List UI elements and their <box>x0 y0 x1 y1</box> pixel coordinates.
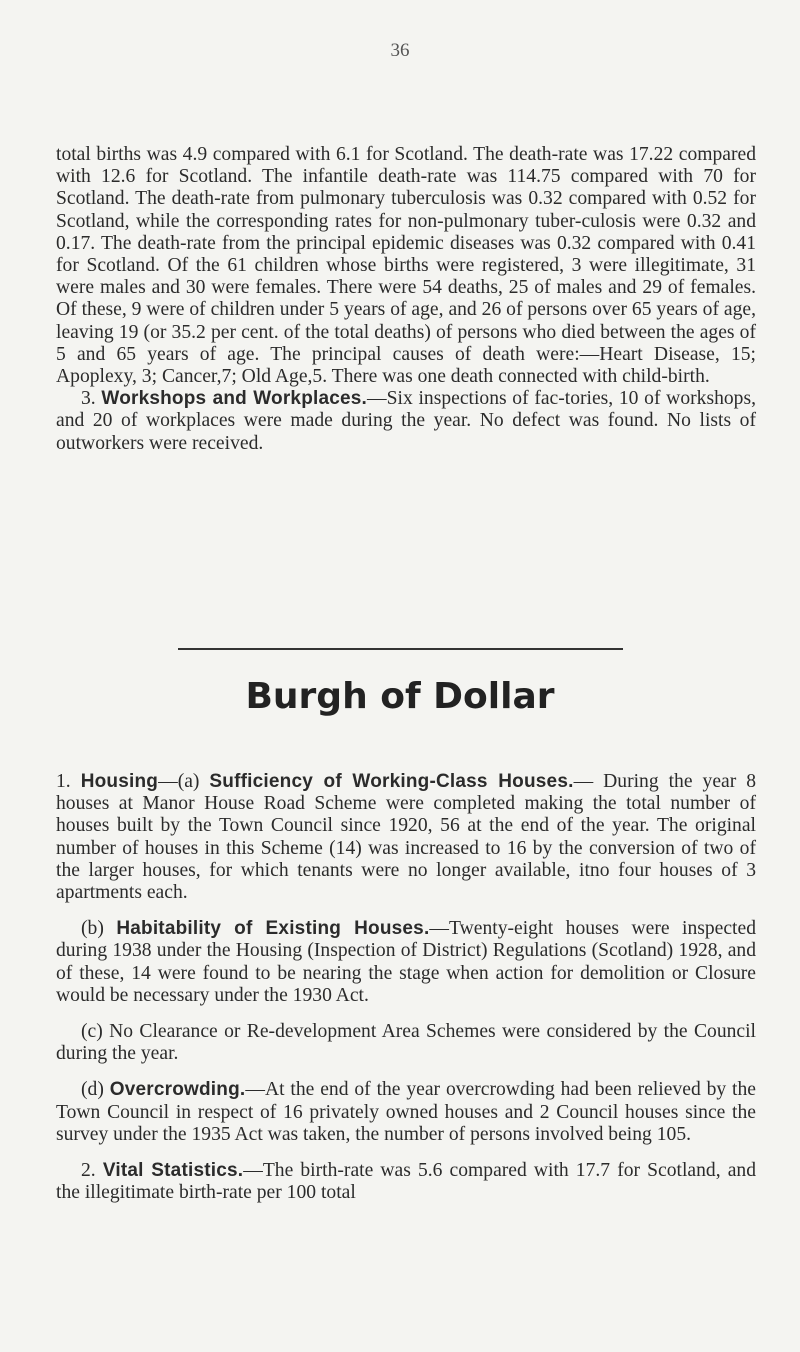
workshops-text: —Six inspections of fac-tories, 10 of workshops, and 20 of workplaces were made during the year. No defect was found. No lists of outworkers were received. <box>56 388 756 454</box>
page-number: 36 <box>390 40 410 61</box>
overcrowding-marker: (d) <box>81 1079 104 1101</box>
habitability-heading: Habitability of Existing Houses. <box>116 918 430 940</box>
continued-text-block <box>56 144 756 455</box>
section-divider <box>178 648 623 650</box>
housing-sub-marker: —(a) <box>158 771 200 792</box>
vital-statistics-paragraph: total births was 4.9 compared with 6.1 for Scotland. The death-rate was 17.22 compared with 12.6 for Scotland. The infantile death-rate was 114.75 compared with 70 for Scotland. The death-rate from pulmonary tuberculosis was 0.32 compared with 0.52 for Scotland, while the corresponding rates for non-pulmonary tuber-culosis were 0.32 and 0.17. The death-rate from the principal epidemic diseases was 0.32 compared with 0.41 for Scotland. Of the 61 children whose births were registered, 3 were illegitimate, 31 were males and 30 were females. There were 54 deaths, 25 of males and 29 of females. Of these, 9 were of children under 5 years of age, and 26 of persons over 65 years of age, leaving 19 (or 35.2 per cent. of the total deaths) of persons who died between the ages of 5 and 65 years of age. The principal causes of death were:—Heart Disease, 15; Apoplexy, 3; Cancer,7; Old Age,5. There was one death connected with child-birth. <box>56 144 756 388</box>
clearance-paragraph: (c) No Clearance or Re-development Area Schemes were considered by the Council during the year. <box>56 1021 756 1065</box>
housing-text: — During the year 8 houses at Manor House Road Scheme were completed making the total number of houses built by the Town Council since 1920, 56 at the end of the year. The original number of houses in this Scheme (14) was increased to 16 by the conversion of two of the larger houses, for which tenants were no longer available, itno four houses of 3 apartments each. <box>56 771 757 904</box>
dollar-section-body <box>56 771 756 1204</box>
habitability-text: —Twenty-eight houses were inspected during 1938 under the Housing (Inspection of District) Regulations (Scotland) 1928, and of these, 14 were found to be nearing the stage when action for demolition or Closure would be necessary under the 1930 Act. <box>56 918 756 1006</box>
section-title: Burgh of Dollar <box>245 676 555 717</box>
dollar-vital-statistics-paragraph <box>56 1160 756 1204</box>
housing-number: 1. <box>56 771 71 792</box>
workshops-paragraph <box>56 388 756 455</box>
sufficiency-heading: Sufficiency of Working-Class Houses. <box>209 771 574 792</box>
habitability-paragraph <box>56 918 756 1007</box>
vital-statistics-number: 2. <box>81 1160 96 1182</box>
overcrowding-heading: Overcrowding. <box>109 1079 246 1101</box>
housing-paragraph <box>56 771 756 904</box>
housing-heading: Housing <box>80 771 159 792</box>
habitability-marker: (b) <box>81 918 104 940</box>
overcrowding-text: —At the end of the year overcrowding had been relieved by the Town Council in respect of 16 privately owned houses and 2 Council houses since the survey under the 1935 Act was taken, the number of persons involved being 105. <box>56 1079 756 1145</box>
vital-statistics-text: —The birth-rate was 5.6 compared with 17.7 for Scotland, and the illegitimate birth-rate per 100 total <box>56 1160 756 1204</box>
vital-statistics-heading: Vital Statistics. <box>102 1160 244 1182</box>
workshops-number: 3. <box>81 388 96 410</box>
workshops-heading: Workshops and Workplaces. <box>101 388 368 410</box>
overcrowding-paragraph <box>56 1079 756 1146</box>
